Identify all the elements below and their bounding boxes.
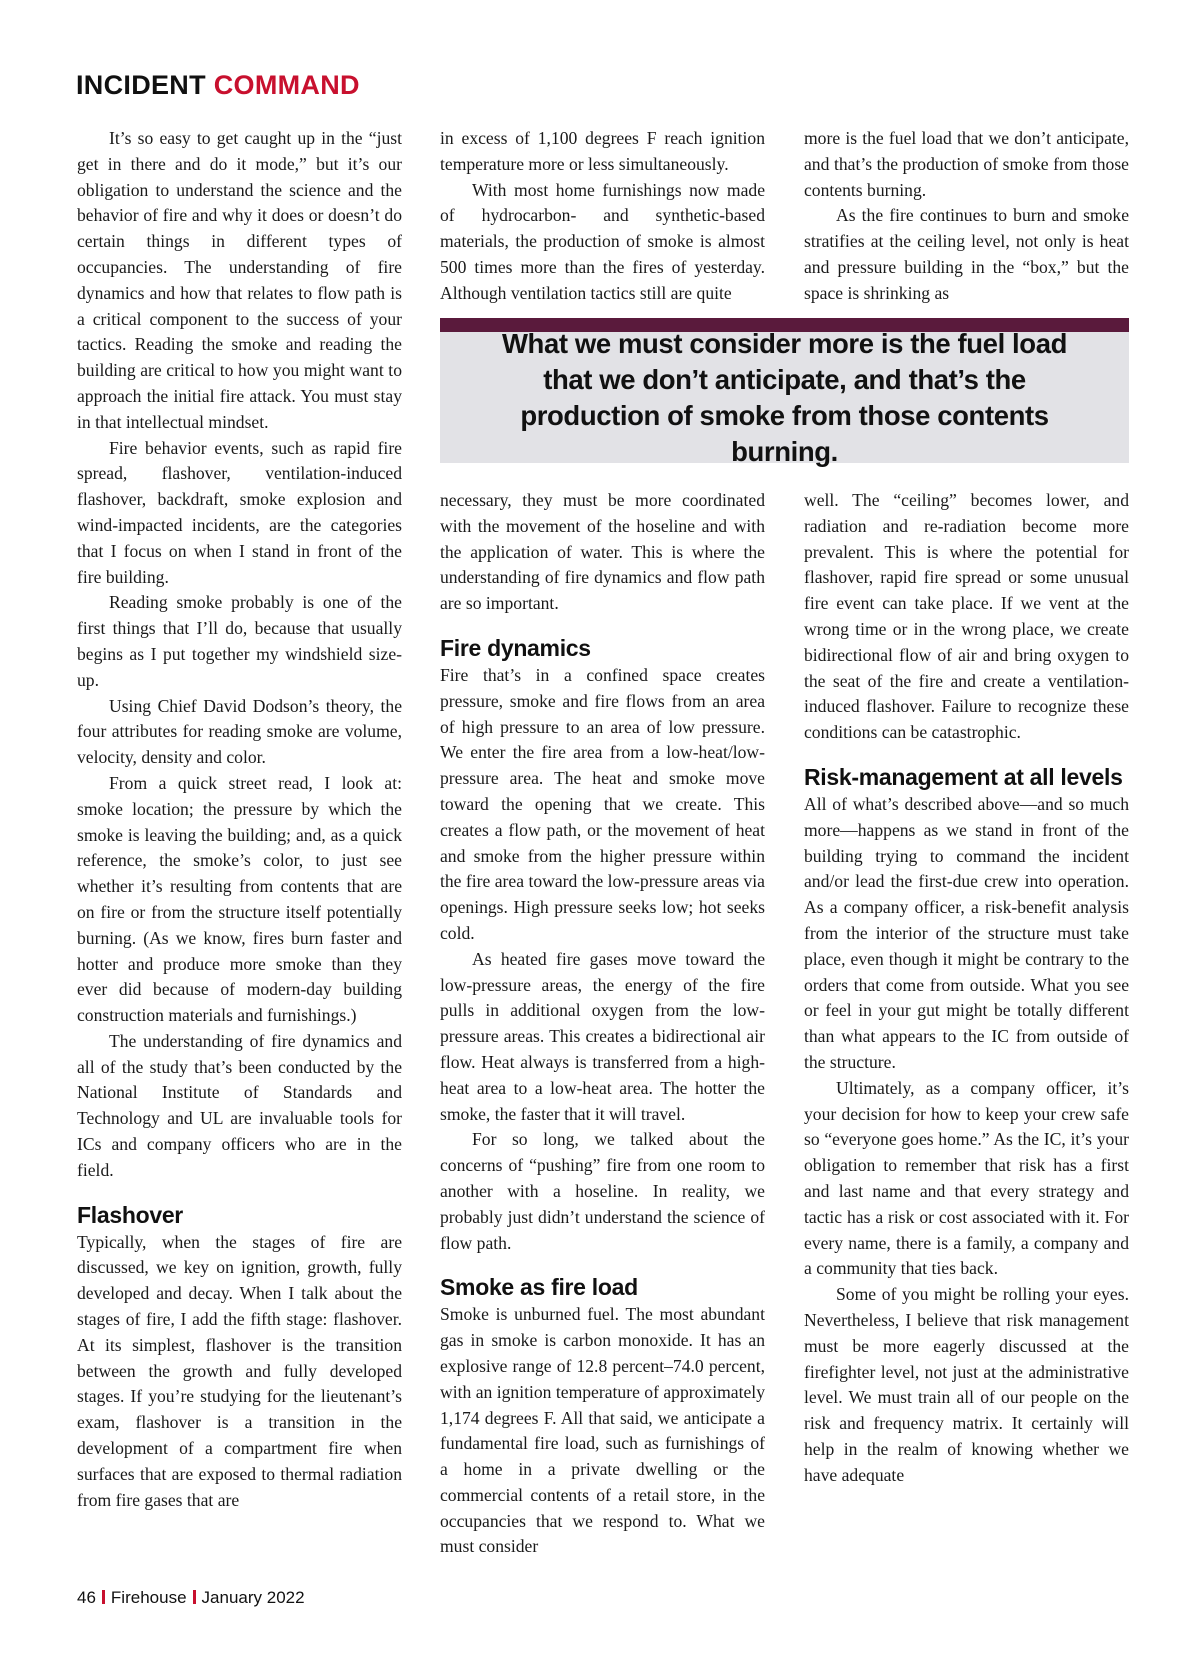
- paragraph: The understanding of fire dynamics and all of the study that’s been conducted by the National Institute of Standards and Technology and UL are invaluable tools for ICs and company officers who are in the field.: [77, 1030, 402, 1180]
- subheading-risk-management: Risk-management at all levels: [804, 763, 1123, 790]
- subheading-fire-dynamics: Fire dynamics: [440, 634, 591, 661]
- footer-separator: [102, 1590, 105, 1604]
- subheading-flashover: Flashover: [77, 1201, 183, 1228]
- paragraph: With most home furnishings now made of hydrocarbon- and synthetic-based materials, the production of smoke is almost 500 times more than the fires of yesterday. Although ventilation tactics still are quite: [440, 179, 765, 303]
- magazine-name: Firehouse: [110, 1588, 187, 1607]
- paragraph: For so long, we talked about the concerns of “pushing” fire from one room to another with a hoseline. In reality, we probably just didn’t understand the science of flow path.: [440, 1129, 765, 1253]
- paragraph: more is the fuel load that we don’t anticipate, and that’s the production of smoke from those contents burning.: [804, 128, 1129, 200]
- paragraph: Ultimately, as a company officer, it’s your decision for how to keep your crew safe so “everyone goes home.” As the IC, it’s your obligation to remember that risk has a first and last name and that every strategy and tactic has a risk or cost associated with it. For every name, there is a family, a company and a community that ties back.: [804, 1077, 1129, 1279]
- article-column-3-bottom: [804, 488, 1129, 1488]
- paragraph: Smoke is unburned fuel. The most abundant gas in smoke is carbon monoxide. It has an explosive range of 12.8 percent–74.0 percent, with an ignition temperature of approximately 1,174 degrees F. All that said, we anticipate a fundamental fire load, such as furnishings of a home in a private dwelling or the commercial contents of a retail store, in the occupancies that we respond to. What we must consider: [440, 1304, 765, 1557]
- paragraph: Fire that’s in a confined space creates pressure, smoke and fire flows from an area of high pressure to an area of low pressure. We enter the fire area from a low-heat/low-pressure area. The heat and smoke move toward the opening that we create. This creates a flow path, or the movement of heat and smoke from the higher pressure within the fire area toward the low-pressure areas via openings. High pressure seeks low; hot seeks cold.: [440, 664, 765, 943]
- paragraph: It’s so easy to get caught up in the “just get in there and do it mode,” but it’s our obligation to understand the science and the behavior of fire and why it does or doesn’t do certain things in different types of occupancies. The understanding of fire dynamics and how that relates to flow path is a critical component to the success of your tactics. Reading the smoke and reading the building are critical to how you might want to approach the initial fire attack. You must stay in that intellectual mindset.: [77, 128, 402, 432]
- paragraph: Some of you might be rolling your eyes. Nevertheless, I believe that risk management must be more eagerly discussed at the firefighter level, not just at the administrative level. We must train all of our people on the risk and frequency matrix. It certainly will help in the realm of knowing whether we have adequate: [804, 1284, 1129, 1485]
- paragraph: As the fire continues to burn and smoke stratifies at the ceiling level, not only is heat and pressure building in the “box,” but the space is shrinking as: [804, 205, 1129, 303]
- article-column-2-bottom: [440, 488, 765, 1560]
- paragraph: Typically, when the stages of fire are discussed, we key on ignition, growth, fully developed and decay. When I talk about the stages of fire, I add the fifth stage: flashover. At its simplest, flashover is the transition between the growth and fully developed stages. If you’re studying for the lieutenant’s exam, flashover is a transition in the development of a compartment fire when surfaces that are exposed to thermal radiation from fire gases that are: [77, 1231, 402, 1510]
- article-column-2-top: [440, 126, 765, 307]
- paragraph: From a quick street read, I look at: smoke location; the pressure by which the smoke is leaving the building; and, as a quick reference, the smoke’s color, to just see whether it’s resulting from contents that are on fire or from the structure itself potentially burning. (As we know, fires burn faster and hotter and produce more smoke than they ever did because of modern-day building construction materials and furnishings.): [77, 772, 402, 1026]
- footer-separator: [193, 1590, 196, 1604]
- section-header-word-command: COMMAND: [213, 70, 360, 100]
- section-header-word-incident: INCIDENT: [76, 70, 206, 100]
- article-column-3-top: [804, 126, 1129, 307]
- paragraph: Reading smoke probably is one of the first things that I’ll do, because that usually begins as I put together my windshield size-up.: [77, 592, 402, 690]
- paragraph: Using Chief David Dodson’s theory, the four attributes for reading smoke are volume, velocity, density and color.: [77, 695, 402, 768]
- subheading-smoke-as-fire-load: Smoke as fire load: [440, 1274, 638, 1301]
- pull-quote-text: What we must consider more is the fuel load that we don’t anticipate, and that’s the production of smoke from those contents burning.: [502, 327, 1067, 467]
- page-footer: [77, 1588, 305, 1608]
- issue-date: January 2022: [201, 1588, 305, 1607]
- paragraph: All of what’s described above—and so much more—happens as we stand in front of the building trying to command the incident and/or lead the first-due crew into operation. As a company officer, a risk-benefit analysis from the interior of the structure must take place, even though it might be contrary to the orders that come from outside. What you see or feel in your gut might be totally different than what appears to the IC from outside of the structure.: [804, 793, 1129, 1072]
- article-column-1: [77, 126, 402, 1513]
- paragraph: well. The “ceiling” becomes lower, and radiation and re-radiation become more prevalent. This is where the potential for flashover, rapid fire spread or some unusual fire event can take place. If we vent at the wrong time or in the wrong place, we create bidirectional flow of air and bring oxygen to the seat of the fire and create a ventilation-induced flashover. Failure to recognize these conditions can be catastrophic.: [804, 490, 1129, 743]
- section-header: [76, 70, 360, 101]
- pull-quote: [440, 318, 1129, 467]
- paragraph: necessary, they must be more coordinated with the movement of the hoseline and with the application of water. This is where the understanding of fire dynamics and flow path are so important.: [440, 490, 765, 614]
- paragraph: in excess of 1,100 degrees F reach ignition temperature more or less simultaneously.: [440, 128, 765, 174]
- paragraph: Fire behavior events, such as rapid fire spread, flashover, ventilation-induced flashover, backdraft, smoke explosion and wind-impacted incidents, are the categories that I focus on when I stand in front of the fire building.: [77, 437, 402, 587]
- paragraph: As heated fire gases move toward the low-pressure areas, the energy of the fire pulls in additional oxygen from the low-pressure areas. This creates a bidirectional air flow. Heat always is transferred from a high-heat area to a low-heat area. The hotter the smoke, the faster that it will travel.: [440, 948, 765, 1124]
- page-number: 46: [77, 1588, 96, 1607]
